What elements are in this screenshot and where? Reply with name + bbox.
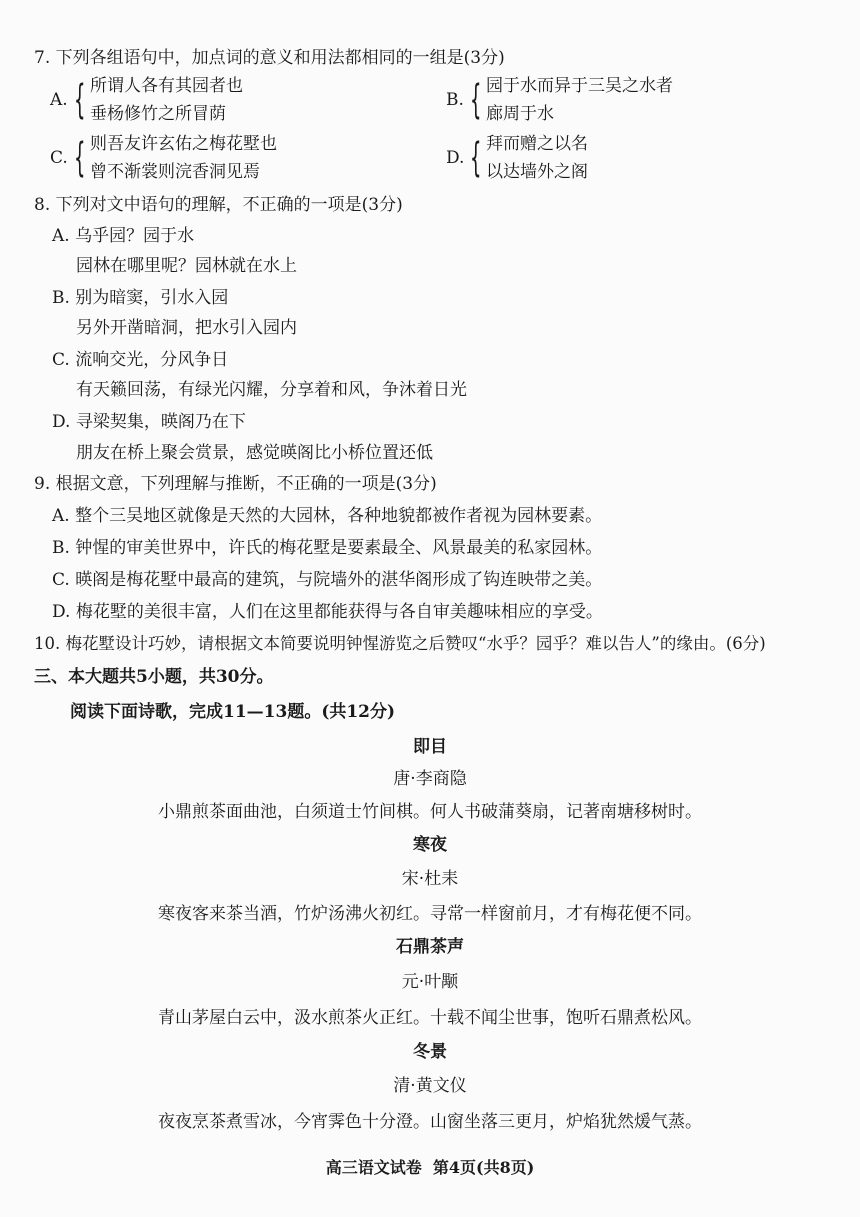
option-label: A.	[50, 90, 68, 110]
reading-instruction: 阅读下面诗歌，完成11—13题。(共12分)	[70, 702, 396, 722]
poem-text: 寒夜客来茶当酒，竹炉汤沸火初红。寻常一样窗前月，才有梅花便不同。	[158, 904, 702, 924]
brace-icon: {	[470, 135, 482, 181]
option-line-1: 拜而赠之以名	[486, 134, 588, 154]
brace-icon: {	[470, 77, 482, 123]
q8-item-a: A. 乌乎园？园于水	[52, 226, 195, 246]
q8-item-a-explain: 园林在哪里呢？园林就在水上	[76, 256, 297, 276]
option-line-2: 垂杨修竹之所冒荫	[90, 104, 226, 124]
option-label: B.	[446, 90, 464, 110]
option-line-1: 园于水而异于三吴之水者	[486, 76, 673, 96]
option-line-2: 曾不渐裳则浣香洞见焉	[90, 162, 260, 182]
option-line-2: 廊周于水	[486, 104, 554, 124]
poem-title: 寒夜	[413, 835, 447, 855]
option-label: D.	[446, 148, 465, 168]
poem-text: 青山茅屋白云中，汲水煎茶火正红。十载不闻尘世事，饱听石鼎煮松风。	[158, 1008, 702, 1028]
poem-title: 石鼎茶声	[396, 937, 464, 957]
option-label: C.	[50, 148, 68, 168]
option-line-1: 所谓人各有其园者也	[90, 76, 243, 96]
poem-author: 宋·杜耒	[401, 869, 459, 889]
q8-item-d-explain: 朋友在桥上聚会赏景，感觉暎阁比小桥位置还低	[76, 443, 433, 463]
q8-item-d: D. 寻梁契集，暎阁乃在下	[52, 412, 246, 432]
q9-item-a: A. 整个三吴地区就像是天然的大园林，各种地貌都被作者视为园林要素。	[52, 506, 603, 526]
option-line-2: 以达墙外之阁	[486, 162, 588, 182]
brace-icon: {	[74, 135, 86, 181]
section-heading: 三、本大题共5小题，共30分。	[34, 667, 274, 687]
poem-author: 元·叶颙	[401, 972, 459, 992]
poem-author: 清·黄文仪	[393, 1076, 467, 1096]
q9-item-b: B. 钟惺的审美世界中，许氏的梅花墅是要素最全、风景最美的私家园林。	[52, 538, 603, 558]
poem-title: 即目	[413, 737, 447, 757]
q10-stem: 10. 梅花墅设计巧妙，请根据文本简要说明钟惺游览之后赞叹“水乎？园乎？难以告人”的缘由。(6分)	[34, 634, 766, 653]
q9-item-d: D. 梅花墅的美很丰富，人们在这里都能获得与各自审美趣味相应的享受。	[52, 602, 603, 622]
poem-text: 小鼎煎茶面曲池，白须道士竹间棋。何人书破蒲葵扇，记著南塘移树时。	[158, 802, 702, 822]
option-line-1: 则吾友许玄佑之梅花墅也	[90, 134, 277, 154]
q9-item-c: C. 暎阁是梅花墅中最高的建筑，与院墙外的湛华阁形成了钩连映带之美。	[52, 570, 603, 590]
q8-stem: 8. 下列对文中语句的理解，不正确的一项是(3分)	[34, 195, 403, 215]
page-footer: 高三语文试卷 第4页(共8页)	[325, 1158, 535, 1177]
poem-author: 唐·李商隐	[393, 769, 467, 789]
poem-title: 冬景	[413, 1042, 447, 1062]
q8-item-b-explain: 另外开凿暗洞，把水引入园内	[76, 318, 297, 338]
brace-icon: {	[74, 77, 86, 123]
q8-item-c-explain: 有天籁回荡，有绿光闪耀，分享着和风，争沐着日光	[76, 380, 467, 400]
q7-stem: 7. 下列各组语句中，加点词的意义和用法都相同的一组是(3分)	[34, 48, 505, 68]
poem-text: 夜夜烹茶煮雪冰，今宵霁色十分澄。山窗坐落三更月，炉焰犹然煖气蒸。	[158, 1112, 702, 1132]
q9-stem: 9. 根据文意，下列理解与推断，不正确的一项是(3分)	[34, 474, 437, 494]
q8-item-b: B. 别为暗窦，引水入园	[52, 288, 229, 308]
q8-item-c: C. 流响交光，分风争日	[52, 350, 229, 370]
